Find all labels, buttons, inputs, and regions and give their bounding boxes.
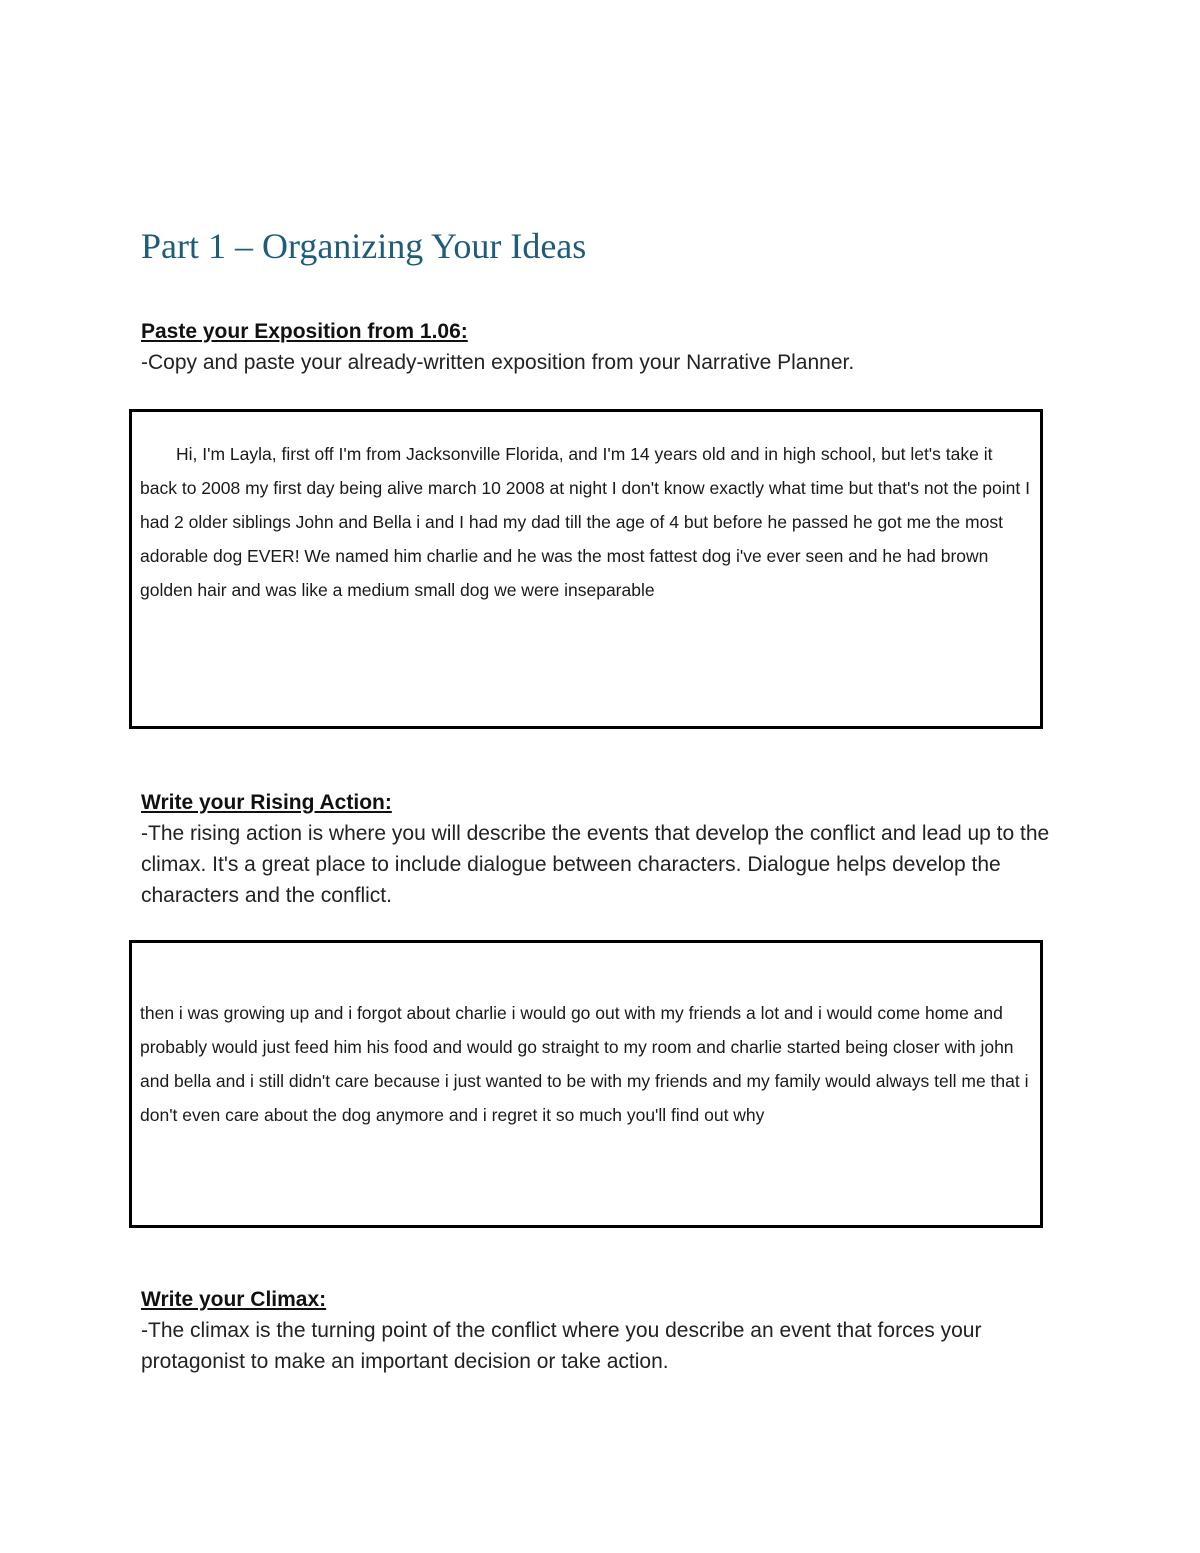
rising-action-instructions: -The rising action is where you will describe the events that develop the conflict and lead up to the climax. It's a great place to include dialogue between characters. Dialogue helps develop the characters and the conflict. [141,822,1050,907]
climax-title: Write your Climax: [141,1288,327,1311]
exposition-answer-box[interactable] [129,409,1043,729]
exposition-section [141,316,1051,378]
rising-action-title: Write your Rising Action: [141,791,392,814]
exposition-instructions: -Copy and paste your already-written exposition from your Narrative Planner. [141,351,855,374]
rising-action-section [141,787,1051,911]
exposition-title: Paste your Exposition from 1.06: [141,320,468,343]
rising-action-answer-text: then i was growing up and i forgot about charlie i would go out with my friends a lot and i would come home and probably would just feed him his food and would go straight to my room and charlie started being closer with john and bella and i still didn't care because i just wanted to be with my friends and my family would always tell me that i don't even care about the dog anymore and i regret it so much you'll find out why [140,1003,1029,1125]
page-heading: Part 1 – Organizing Your Ideas [141,226,587,266]
climax-instructions: -The climax is the turning point of the conflict where you describe an event that forces your protagonist to make an important decision or take action. [141,1319,982,1373]
exposition-answer-text: Hi, I'm Layla, first off I'm from Jacksonville Florida, and I'm 14 years old and in high school, but let's take it back to 2008 my first day being alive march 10 2008 at night I don't know exactly what time but that's not the point I had 2 older siblings John and Bella i and I had my dad till the age of 4 but before he passed he got me the most adorable dog EVER! We named him charlie and he was the most fattest dog i've ever seen and he had brown golden hair and was like a medium small dog we were inseparable [140,444,1030,600]
climax-section [141,1284,1051,1377]
rising-action-answer-box[interactable] [129,940,1043,1228]
